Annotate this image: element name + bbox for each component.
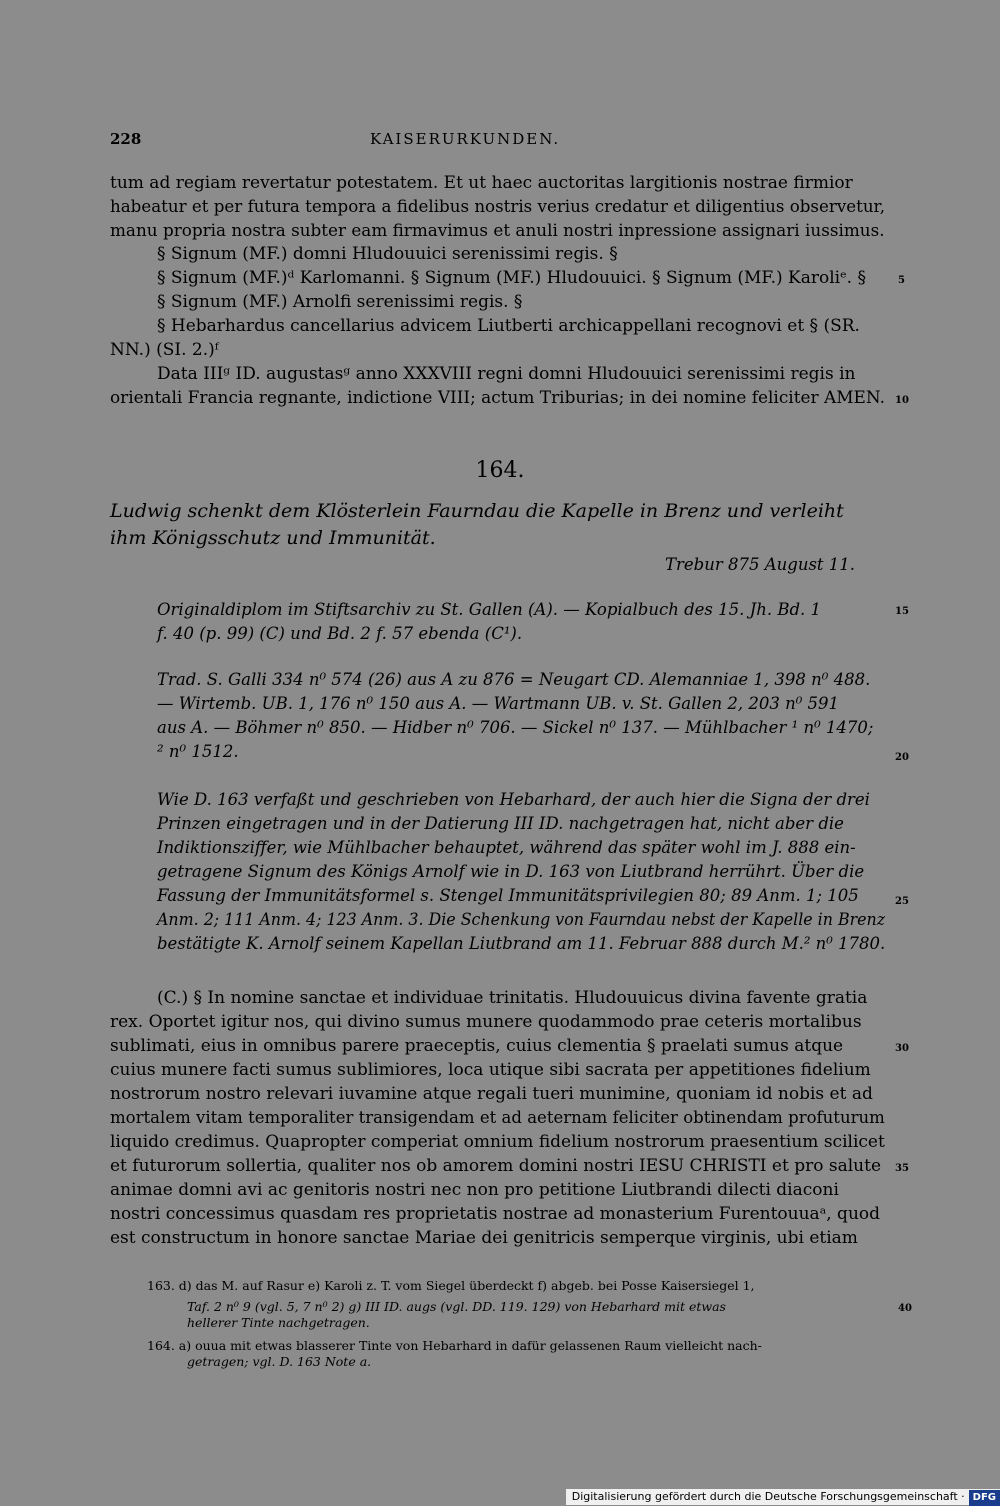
footnote-line: getragen; vgl. D. 163 Note a. <box>187 1354 372 1369</box>
text-line: animae domni avi ac genitoris nostri nec non pro petitione Liutbrandi dilecti diaconi <box>110 1180 839 1200</box>
commentary-line: Prinzen eingetragen und in der Datierung III ID. nachgetragen hat, nicht aber die <box>157 814 844 833</box>
document-summary: Ludwig schenkt dem Klösterlein Faurndau die Kapelle in Brenz und verleiht <box>110 500 844 522</box>
tradition-line: Originaldiplom im Stiftsarchiv zu St. Gallen (A). — Kopialbuch des 15. Jh. Bd. 1 <box>157 600 822 619</box>
text-line: tum ad regiam revertatur potestatem. Et ut haec auctoritas largitionis nostrae firmior <box>110 173 853 193</box>
document-number: 164. <box>475 458 525 483</box>
text-line: nostrorum nostro relevari iuvamine atque regali tueri munimine, quoniam id nobis et ad <box>110 1084 873 1104</box>
text-line: nostri concessimus quasdam res proprietatis nostrae ad monasterium Furentouuaᵃ, quod <box>110 1204 881 1224</box>
edition-line: ² n⁰ 1512. <box>157 742 239 761</box>
commentary-line: getragene Signum des Königs Arnolf wie in D. 163 von Liutbrand herrührt. Über die <box>157 862 865 881</box>
margin-line-number: 25 <box>895 896 909 907</box>
tradition-line: f. 40 (p. 99) (C) und Bd. 2 f. 57 ebenda (C¹). <box>157 624 523 643</box>
stamp-text: Digitalisierung gefördert durch die Deutsche Forschungsgemeinschaft · <box>571 1490 965 1503</box>
text-line: Data IIIᵍ ID. augustasᵍ anno XXXVIII regni domni Hludouuici serenissimi regis in <box>157 364 856 384</box>
running-title: KAISERURKUNDEN. <box>370 130 561 148</box>
commentary-line: Fassung der Immunitätsformel s. Stengel Immunitätsprivilegien 80; 89 Anm. 1; 105 <box>157 886 859 905</box>
text-line: § Signum (MF.) domni Hludouuici serenissimi regis. § <box>157 244 618 264</box>
footnote-line: hellerer Tinte nachgetragen. <box>187 1315 370 1330</box>
commentary-line: Wie D. 163 verfaßt und geschrieben von Hebarhard, der auch hier die Signa der drei <box>157 790 870 809</box>
text-line: (C.) § In nomine sanctae et individuae trinitatis. Hludouuicus divina favente gratia <box>157 988 868 1008</box>
edition-line: — Wirtemb. UB. 1, 176 n⁰ 150 aus A. — Wartmann UB. v. St. Gallen 2, 203 n⁰ 591 <box>157 694 840 713</box>
footnote-line: 163. d) das M. auf Rasur e) Karoli z. T. vom Siegel überdeckt f) abgeb. bei Posse Kaisersiegel 1, <box>147 1278 755 1293</box>
edition-line: Trad. S. Galli 334 n⁰ 574 (26) aus A zu 876 = Neugart CD. Alemanniae 1, 398 n⁰ 488. <box>157 670 871 689</box>
footnote-line: 164. a) ouua mit etwas blasserer Tinte von Hebarhard in dafür gelassenen Raum vielleicht nach- <box>147 1338 762 1353</box>
commentary-line: Anm. 2; 111 Anm. 4; 123 Anm. 3. Die Schenkung von Faurndau nebst der Kapelle in Brenz <box>157 910 886 929</box>
margin-line-number: 20 <box>895 752 909 763</box>
text-line: est constructum in honore sanctae Mariae dei genitricis semperque virginis, ubi etiam <box>110 1228 858 1248</box>
margin-line-number: 5 <box>898 275 905 286</box>
text-line: § Hebarhardus cancellarius advicem Liutberti archicappellani recognovi et § (SR. <box>157 316 860 336</box>
text-line: NN.) (SI. 2.)ᶠ <box>110 340 219 360</box>
document-summary: ihm Königsschutz und Immunität. <box>110 527 436 549</box>
text-line: habeatur et per futura tempora a fidelibus nostris verius credatur et diligentius observetur, <box>110 197 886 217</box>
edition-line: aus A. — Böhmer n⁰ 850. — Hidber n⁰ 706. — Sickel n⁰ 137. — Mühlbacher ¹ n⁰ 1470; <box>157 718 874 737</box>
commentary-line: Indiktionsziffer, wie Mühlbacher behauptet, während das später wohl im J. 888 ein- <box>157 838 856 857</box>
margin-line-number: 35 <box>895 1163 909 1174</box>
footnote-line: Taf. 2 n⁰ 9 (vgl. 5, 7 n⁰ 2) g) III ID. augs (vgl. DD. 119. 129) von Hebarhard mit etwas <box>187 1299 726 1314</box>
page-number: 228 <box>110 130 142 148</box>
text-line: manu propria nostra subter eam firmavimus et anuli nostri inpressione assignari iussimus. <box>110 221 885 241</box>
text-line: et futurorum sollertia, qualiter nos ob amorem domini nostri IESU CHRISTI et pro salute <box>110 1156 882 1176</box>
text-line: rex. Oportet igitur nos, qui divino sumus munere quodammodo prae ceteris mortalibus <box>110 1012 862 1032</box>
margin-line-number: 40 <box>898 1303 912 1314</box>
text-line: sublimati, eius in omnibus parere praeceptis, cuius clementia § praelati sumus atque <box>110 1036 844 1056</box>
dfg-logo: DFG <box>969 1490 1000 1506</box>
digitization-stamp <box>566 1489 1000 1505</box>
text-line: § Signum (MF.)ᵈ Karlomanni. § Signum (MF.) Hludouuici. § Signum (MF.) Karoliᵉ. § <box>157 268 866 288</box>
text-line: mortalem vitam temporaliter transigendam et ad aeternam feliciter obtinendam profuturum <box>110 1108 885 1128</box>
text-line: cuius munere facti sumus sublimiores, loca utique sibi sacrata per appetitiones fidelium <box>110 1060 871 1080</box>
commentary-line: bestätigte K. Arnolf seinem Kapellan Liutbrand am 11. Februar 888 durch M.² n⁰ 1780. <box>157 934 886 953</box>
text-line: orientali Francia regnante, indictione VIII; actum Triburias; in dei nomine feliciter AMEN. <box>110 388 885 408</box>
place-date: Trebur 875 August 11. <box>665 555 856 574</box>
margin-line-number: 30 <box>895 1043 909 1054</box>
margin-line-number: 15 <box>895 606 909 617</box>
text-line: § Signum (MF.) Arnolfi serenissimi regis. § <box>157 292 523 312</box>
text-line: liquido credimus. Quapropter comperiat omnium fidelium nostrorum praesentium scilicet <box>110 1132 885 1152</box>
margin-line-number: 10 <box>895 395 909 406</box>
